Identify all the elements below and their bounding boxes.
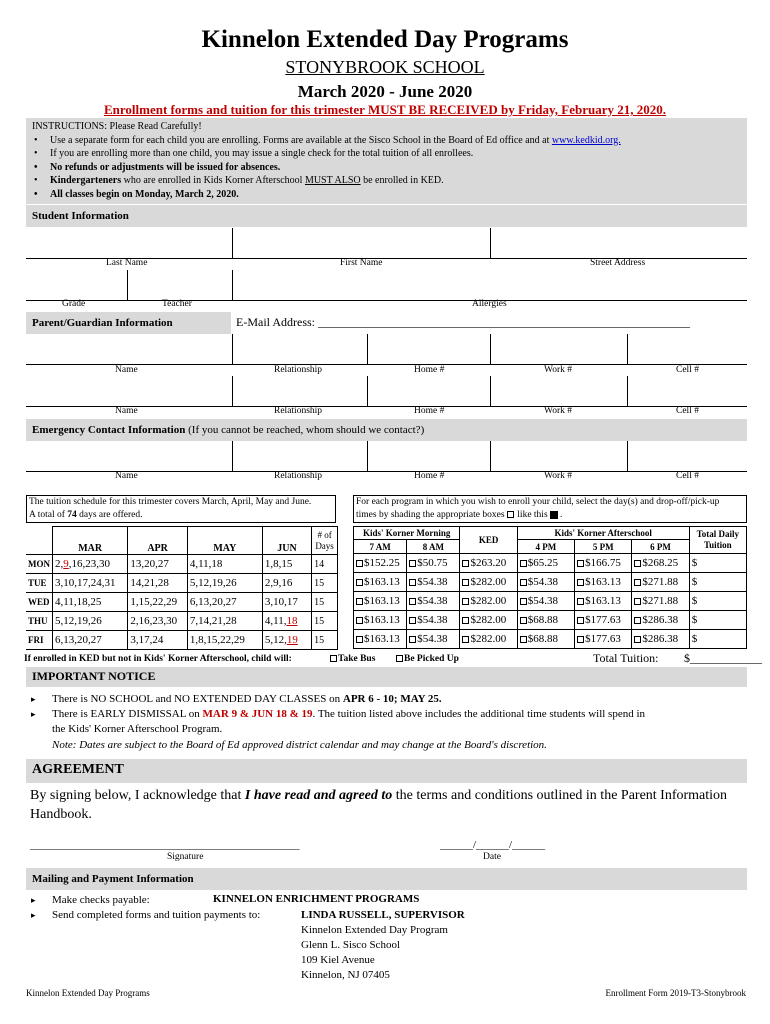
daily-total[interactable]: $ <box>689 630 746 649</box>
price-7am[interactable]: $163.13 <box>354 592 407 611</box>
total-tuition-label: Total Tuition: <box>593 651 659 665</box>
mar-dates: 5,12,19,26 <box>53 612 128 631</box>
checkbox-icon[interactable] <box>462 636 469 643</box>
agreement-heading: AGREEMENT <box>26 759 747 783</box>
guardian-info-heading: Parent/Guardian Information <box>26 312 231 334</box>
footer-right: Enrollment Form 2019-T3-Stonybrook <box>605 988 746 998</box>
day-count: 15 <box>312 612 338 631</box>
agreement-text: By signing below, I acknowledge that I have read and agreed to the terms and conditions outlined in the Parent Information Handbook. <box>30 788 728 822</box>
emergency-cell[interactable]: Cell # <box>676 471 699 481</box>
emergency-heading: Emergency Contact Information (If you cannot be reached, whom should we contact?) <box>26 419 747 441</box>
price-8am[interactable]: $54.38 <box>407 611 460 630</box>
may-dates: 4,11,18 <box>187 555 262 574</box>
apr-dates: 1,15,22,29 <box>128 593 187 612</box>
may-dates: 6,13,20,27 <box>187 593 262 612</box>
instructions-list <box>32 134 741 202</box>
may-dates: 5,12,19,26 <box>187 574 262 593</box>
checkbox-icon[interactable] <box>634 617 641 624</box>
daily-total[interactable]: $ <box>689 592 746 611</box>
emergency-home[interactable]: Home # <box>414 471 445 481</box>
ked-only-note: If enrolled in KED but not in Kids' Korner Afterschool, child will: <box>24 654 292 664</box>
guardian2-home[interactable]: Home # <box>414 406 445 416</box>
empty-box-icon <box>507 511 514 518</box>
instruction-item: • Use a separate form for each child you are enrolling. Forms are available at the Sisco School in the Board of Ed office and at www.kedkid.org. <box>32 134 741 148</box>
mailing-item: ▸ Send completed forms and tuition payments to: <box>26 908 426 923</box>
checkbox-icon[interactable] <box>634 579 641 586</box>
mar-dates: 3,10,17,24,31 <box>53 574 128 593</box>
guardian1-relationship[interactable]: Relationship <box>274 365 323 375</box>
checkbox-icon[interactable] <box>634 636 641 643</box>
price-ked[interactable]: $282.00 <box>460 630 517 649</box>
pricing-row <box>354 611 747 630</box>
checkbox-icon[interactable] <box>356 636 363 643</box>
price-7am[interactable]: $163.13 <box>354 573 407 592</box>
price-5pm[interactable]: $177.63 <box>575 630 632 649</box>
notice-note: Note: Dates are subject to the Board of Ed approved district calendar and may change at the Board's discretion. <box>52 739 547 751</box>
price-4pm[interactable]: $68.88 <box>517 630 574 649</box>
schedule-row <box>26 593 338 612</box>
price-4pm[interactable]: $54.38 <box>517 573 574 592</box>
teacher-field[interactable]: Teacher <box>162 299 192 309</box>
may-dates: 1,8,15,22,29 <box>187 631 262 650</box>
mar-dates: 4,11,18,25 <box>53 593 128 612</box>
mailing-address: LINDA RUSSELL, SUPERVISOR Kinnelon Extended Day Program Glenn L. Sisco School 109 Kiel Avenue Kinnelon, NJ 07405 <box>301 909 465 981</box>
price-8am[interactable]: $54.38 <box>407 630 460 649</box>
pricing-table: Kids' Korner Morning KED Kids' Korner Afterschool Total Daily Tuition 7 AM 8 AM 4 PM 5 PM 6 PM $152.25 $50.75 $263.20 $65.25 $166.75 $268.25 $ $163.13 $54.38 $282.00 $54.38 $163.13 $271.88 $ $163.13 $54.38 $282.00 $54.38 $163.13 $271.88 $ $163.13 $54.38 $282.00 $68.88 $177.63 $286.38 $ $163.13 $54.38 $282.00 $68.88 $177.63 $286.38 $ <box>353 526 747 649</box>
price-4pm[interactable]: $65.25 <box>517 554 574 573</box>
dates-table: MAR APR MAY JUN # of Days MON 2,9,16,23,30 13,20,27 4,11,18 1,8,15 14 TUE 3,10,17,24,31 14,21,28 5,12,19,26 2,9,16 15 WED 4,11,18,25 1,15,22,29 6,13,20,27 3,10,17 15 THU 5,12,19,26 2,16,23,30 7,14,21,28 4,11,18 15 FRI 6,13,20,27 3,17,24 1,8,15,22,29 5,12,19 15 <box>26 526 338 650</box>
enrollment-deadline: Enrollment forms and tuition for this trimester MUST BE RECEIVED by Friday, February 21, 2020. <box>103 102 667 117</box>
price-7am[interactable]: $163.13 <box>354 630 407 649</box>
price-6pm[interactable]: $268.25 <box>632 554 689 573</box>
apr-dates: 2,16,23,30 <box>128 612 187 631</box>
daily-total[interactable]: $ <box>689 554 746 573</box>
mar-dates: 6,13,20,27 <box>53 631 128 650</box>
guardian2-cell[interactable]: Cell # <box>676 406 699 416</box>
schedule-row <box>26 574 338 593</box>
checkbox-icon[interactable] <box>356 617 363 624</box>
signature-label: Signature <box>167 852 204 862</box>
jun-dates: 2,9,16 <box>262 574 311 593</box>
price-5pm[interactable]: $166.75 <box>575 554 632 573</box>
mailing-item: ▸ Make checks payable: <box>26 893 426 908</box>
checkbox-icon[interactable] <box>409 636 416 643</box>
important-list <box>26 692 747 722</box>
checkbox-icon[interactable] <box>577 617 584 624</box>
checkbox-icon[interactable] <box>634 598 641 605</box>
apr-dates: 3,17,24 <box>128 631 187 650</box>
school-name: STONYBROOK SCHOOL <box>285 57 485 77</box>
guardian1-work[interactable]: Work # <box>544 365 572 375</box>
checkbox-icon[interactable] <box>520 617 527 624</box>
checkbox-icon[interactable] <box>462 617 469 624</box>
day-count: 14 <box>312 555 338 574</box>
jun-dates: 1,8,15 <box>262 555 311 574</box>
guardian2-name[interactable]: Name <box>115 406 138 416</box>
emergency-relationship[interactable]: Relationship <box>274 471 323 481</box>
jun-dates: 5,12,19 <box>262 631 311 650</box>
instruction-item: • All classes begin on Monday, March 2, 2020. <box>32 188 741 202</box>
day-count: 15 <box>312 631 338 650</box>
day-label: TUE <box>26 574 53 593</box>
checkbox-icon <box>330 655 337 662</box>
page-title: Kinnelon Extended Day Programs <box>201 26 569 53</box>
shading-instructions: For each program in which you wish to enroll your child, select the day(s) and drop-off/pick-up times by shading the appropriate boxes like this . <box>353 495 747 523</box>
guardian1-cell[interactable]: Cell # <box>676 365 699 375</box>
notice-continuation: the Kids' Korner Afterschool Program. <box>52 723 223 735</box>
instructions-heading: INSTRUCTIONS: Please Read Carefully! <box>32 121 202 132</box>
price-5pm[interactable]: $177.63 <box>575 611 632 630</box>
checkbox-icon[interactable] <box>520 560 527 567</box>
checkbox-icon[interactable] <box>462 560 469 567</box>
price-6pm[interactable]: $271.88 <box>632 592 689 611</box>
grade-field[interactable]: Grade <box>62 299 86 309</box>
price-6pm[interactable]: $286.38 <box>632 611 689 630</box>
price-8am[interactable]: $54.38 <box>407 573 460 592</box>
instruction-item: • No refunds or adjustments will be issued for absences. <box>32 161 741 175</box>
pricing-row <box>354 592 747 611</box>
schedule-row <box>26 631 338 650</box>
checkbox-icon[interactable] <box>520 579 527 586</box>
payee: KINNELON ENRICHMENT PROGRAMS <box>213 893 420 905</box>
price-5pm[interactable]: $163.13 <box>575 573 632 592</box>
student-info-heading: Student Information <box>26 205 747 227</box>
day-count: 15 <box>312 593 338 612</box>
last-name-field[interactable]: Last Name <box>106 258 148 268</box>
day-label: MON <box>26 555 53 574</box>
important-heading: IMPORTANT NOTICE <box>26 667 747 687</box>
checkbox-icon[interactable] <box>577 579 584 586</box>
jun-dates: 4,11,18 <box>262 612 311 631</box>
checkbox-icon[interactable] <box>409 617 416 624</box>
schedule-intro: The tuition schedule for this trimester covers March, April, May and June. A total of 74 days are offered. <box>26 495 336 523</box>
price-8am[interactable]: $54.38 <box>407 592 460 611</box>
total-tuition-field[interactable]: $____________ <box>684 651 762 665</box>
daily-total[interactable]: $ <box>689 611 746 630</box>
instruction-item: • Kindergarteners who are enrolled in Kids Korner Afterschool MUST ALSO be enrolled in KED. <box>32 174 741 188</box>
checkbox-icon[interactable] <box>409 560 416 567</box>
footer-left: Kinnelon Extended Day Programs <box>26 988 150 998</box>
checkbox-icon[interactable] <box>356 598 363 605</box>
checkbox-icon[interactable] <box>409 598 416 605</box>
allergies-field[interactable]: Allergies <box>472 299 507 309</box>
apr-dates: 14,21,28 <box>128 574 187 593</box>
notice-item: ▸ There is EARLY DISMISSAL on MAR 9 & JUN 18 & 19. The tuition listed above includes the additional time students will spend in <box>26 707 747 722</box>
price-ked[interactable]: $282.00 <box>460 611 517 630</box>
day-label: WED <box>26 593 53 612</box>
checkbox-icon[interactable] <box>409 579 416 586</box>
checkbox-icon[interactable] <box>356 579 363 586</box>
guardian1-home[interactable]: Home # <box>414 365 445 375</box>
instruction-item: • If you are enrolling more than one child, you may issue a single check for the total tuition of all enrollees. <box>32 147 741 161</box>
signature-line[interactable]: _________________________________________________ <box>30 839 300 851</box>
pricing-row <box>354 630 747 649</box>
checkbox-icon[interactable] <box>520 598 527 605</box>
price-ked[interactable]: $282.00 <box>460 573 517 592</box>
schedule-row <box>26 555 338 574</box>
picked-up-option[interactable]: Be Picked Up <box>396 654 459 664</box>
checkbox-icon[interactable] <box>577 598 584 605</box>
filled-box-icon <box>550 511 558 519</box>
website-link[interactable]: www.kedkid.org. <box>551 134 621 146</box>
day-label: THU <box>26 612 53 631</box>
date-line[interactable]: ______/______/______ <box>440 839 546 851</box>
checkbox-icon <box>396 655 403 662</box>
daily-total[interactable]: $ <box>689 573 746 592</box>
checkbox-icon[interactable] <box>577 636 584 643</box>
day-label: FRI <box>26 631 53 650</box>
pricing-row <box>354 573 747 592</box>
guardian2-work[interactable]: Work # <box>544 406 572 416</box>
price-4pm[interactable]: $54.38 <box>517 592 574 611</box>
may-dates: 7,14,21,28 <box>187 612 262 631</box>
price-ked[interactable]: $282.00 <box>460 592 517 611</box>
emergency-work[interactable]: Work # <box>544 471 572 481</box>
day-count: 15 <box>312 574 338 593</box>
price-4pm[interactable]: $68.88 <box>517 611 574 630</box>
price-5pm[interactable]: $163.13 <box>575 592 632 611</box>
price-7am[interactable]: $163.13 <box>354 611 407 630</box>
price-ked[interactable]: $263.20 <box>460 554 517 573</box>
mailing-heading: Mailing and Payment Information <box>26 868 747 890</box>
emergency-name[interactable]: Name <box>115 471 138 481</box>
street-address-field[interactable]: Street Address <box>590 258 646 268</box>
checkbox-icon[interactable] <box>634 560 641 567</box>
date-label: Date <box>483 852 501 862</box>
take-bus-option[interactable]: Take Bus <box>330 654 375 664</box>
pricing-row <box>354 554 747 573</box>
notice-item: ▸ There is NO SCHOOL and NO EXTENDED DAY CLASSES on APR 6 - 10; MAY 25. <box>26 692 747 707</box>
program-dates: March 2020 - June 2020 <box>297 82 473 101</box>
mar-dates: 2,9,16,23,30 <box>53 555 128 574</box>
instructions-box <box>26 118 747 204</box>
guardian2-relationship[interactable]: Relationship <box>274 406 323 416</box>
price-8am[interactable]: $50.75 <box>407 554 460 573</box>
price-6pm[interactable]: $271.88 <box>632 573 689 592</box>
schedule-row <box>26 612 338 631</box>
jun-dates: 3,10,17 <box>262 593 311 612</box>
guardian1-name[interactable]: Name <box>115 365 138 375</box>
price-7am[interactable]: $152.25 <box>354 554 407 573</box>
checkbox-icon[interactable] <box>356 560 363 567</box>
first-name-field[interactable]: First Name <box>340 258 383 268</box>
checkbox-icon[interactable] <box>462 598 469 605</box>
apr-dates: 13,20,27 <box>128 555 187 574</box>
checkbox-icon[interactable] <box>462 579 469 586</box>
email-field[interactable]: E-Mail Address: ______________________________________________________________ <box>236 315 690 329</box>
checkbox-icon[interactable] <box>520 636 527 643</box>
checkbox-icon[interactable] <box>577 560 584 567</box>
price-6pm[interactable]: $286.38 <box>632 630 689 649</box>
